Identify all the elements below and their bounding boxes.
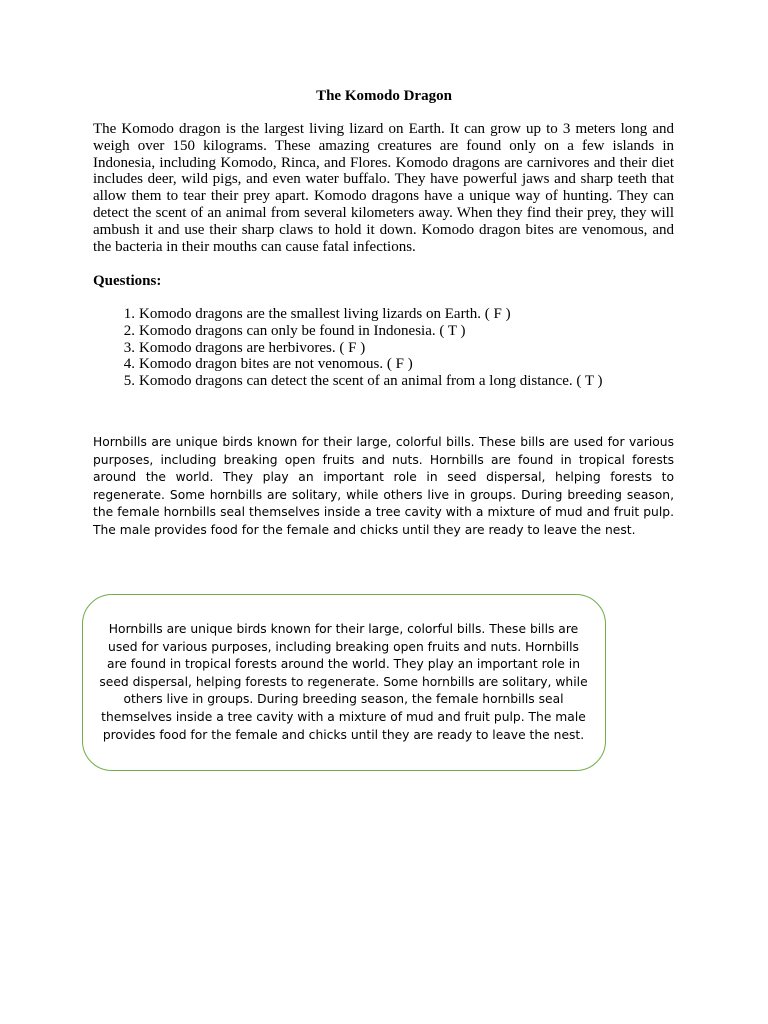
question-item	[123, 373, 674, 390]
hornbill-box-text: Hornbills are unique birds known for their large, colorful bills. These bills are used for various purposes, including breaking open fruits and nuts. Hornbills are found in tropical forests around the world. They play an important role in seed dispersal, helping forests to regenerate. Some hornbills are solitary, while others live in groups. During breeding season, the female hornbills seal themselves inside a tree cavity with a mixture of mud and fruit pulp. The male provides food for the female and chicks until they are ready to leave the nest.	[99, 622, 588, 742]
question-text: Komodo dragons are herbivores. ( F )	[139, 339, 366, 356]
hornbill-paragraph: Hornbills are unique birds known for their large, colorful bills. These bills are used for various purposes, including breaking open fruits and nuts. Hornbills are found in tropical forests around the world. They play an important role in seed dispersal, helping forests to regenerate. Some hornbills are solitary, while others live in groups. During breeding season, the female hornbills seal themselves inside a tree cavity with a mixture of mud and fruit pulp. The male provides food for the female and chicks until they are ready to leave the nest.	[93, 435, 674, 537]
question-item	[123, 306, 674, 323]
question-text: Komodo dragon bites are not venomous. ( F )	[139, 356, 413, 373]
question-number: 3.	[123, 339, 135, 356]
question-text: Komodo dragons can detect the scent of an animal from a long distance. ( T )	[139, 373, 603, 390]
page-title: The Komodo Dragon	[316, 88, 452, 104]
question-item	[123, 339, 674, 357]
questions-heading: Questions:	[93, 273, 162, 289]
questions-list	[93, 306, 674, 390]
question-number: 2.	[123, 322, 135, 339]
hornbill-text-box	[82, 594, 606, 771]
question-number: 5.	[123, 373, 135, 390]
komodo-story-paragraph: The Komodo dragon is the largest living lizard on Earth. It can grow up to 3 meters long and weigh over 150 kilograms. These amazing creatures are found only on a few islands in Indonesia, including Komodo, Rinca, and Flores. Komodo dragons are carnivores and their diet includes deer, wild pigs, and even water buffalo. They have powerful jaws and sharp teeth that allow them to tear their prey apart. Komodo dragons have a unique way of hunting. They can detect the scent of an animal from several kilometers away. When they find their prey, they will ambush it and use their sharp claws to hold it down. Komodo dragon bites are venomous, and the bacteria in their mouths can cause fatal infections.	[93, 121, 674, 255]
question-text: Komodo dragons can only be found in Indonesia. ( T )	[139, 322, 466, 339]
question-number: 1.	[123, 306, 135, 322]
question-text: Komodo dragons are the smallest living lizards on Earth. ( F )	[139, 306, 511, 322]
question-item	[123, 356, 674, 373]
question-item	[123, 322, 674, 340]
question-number: 4.	[123, 356, 135, 373]
